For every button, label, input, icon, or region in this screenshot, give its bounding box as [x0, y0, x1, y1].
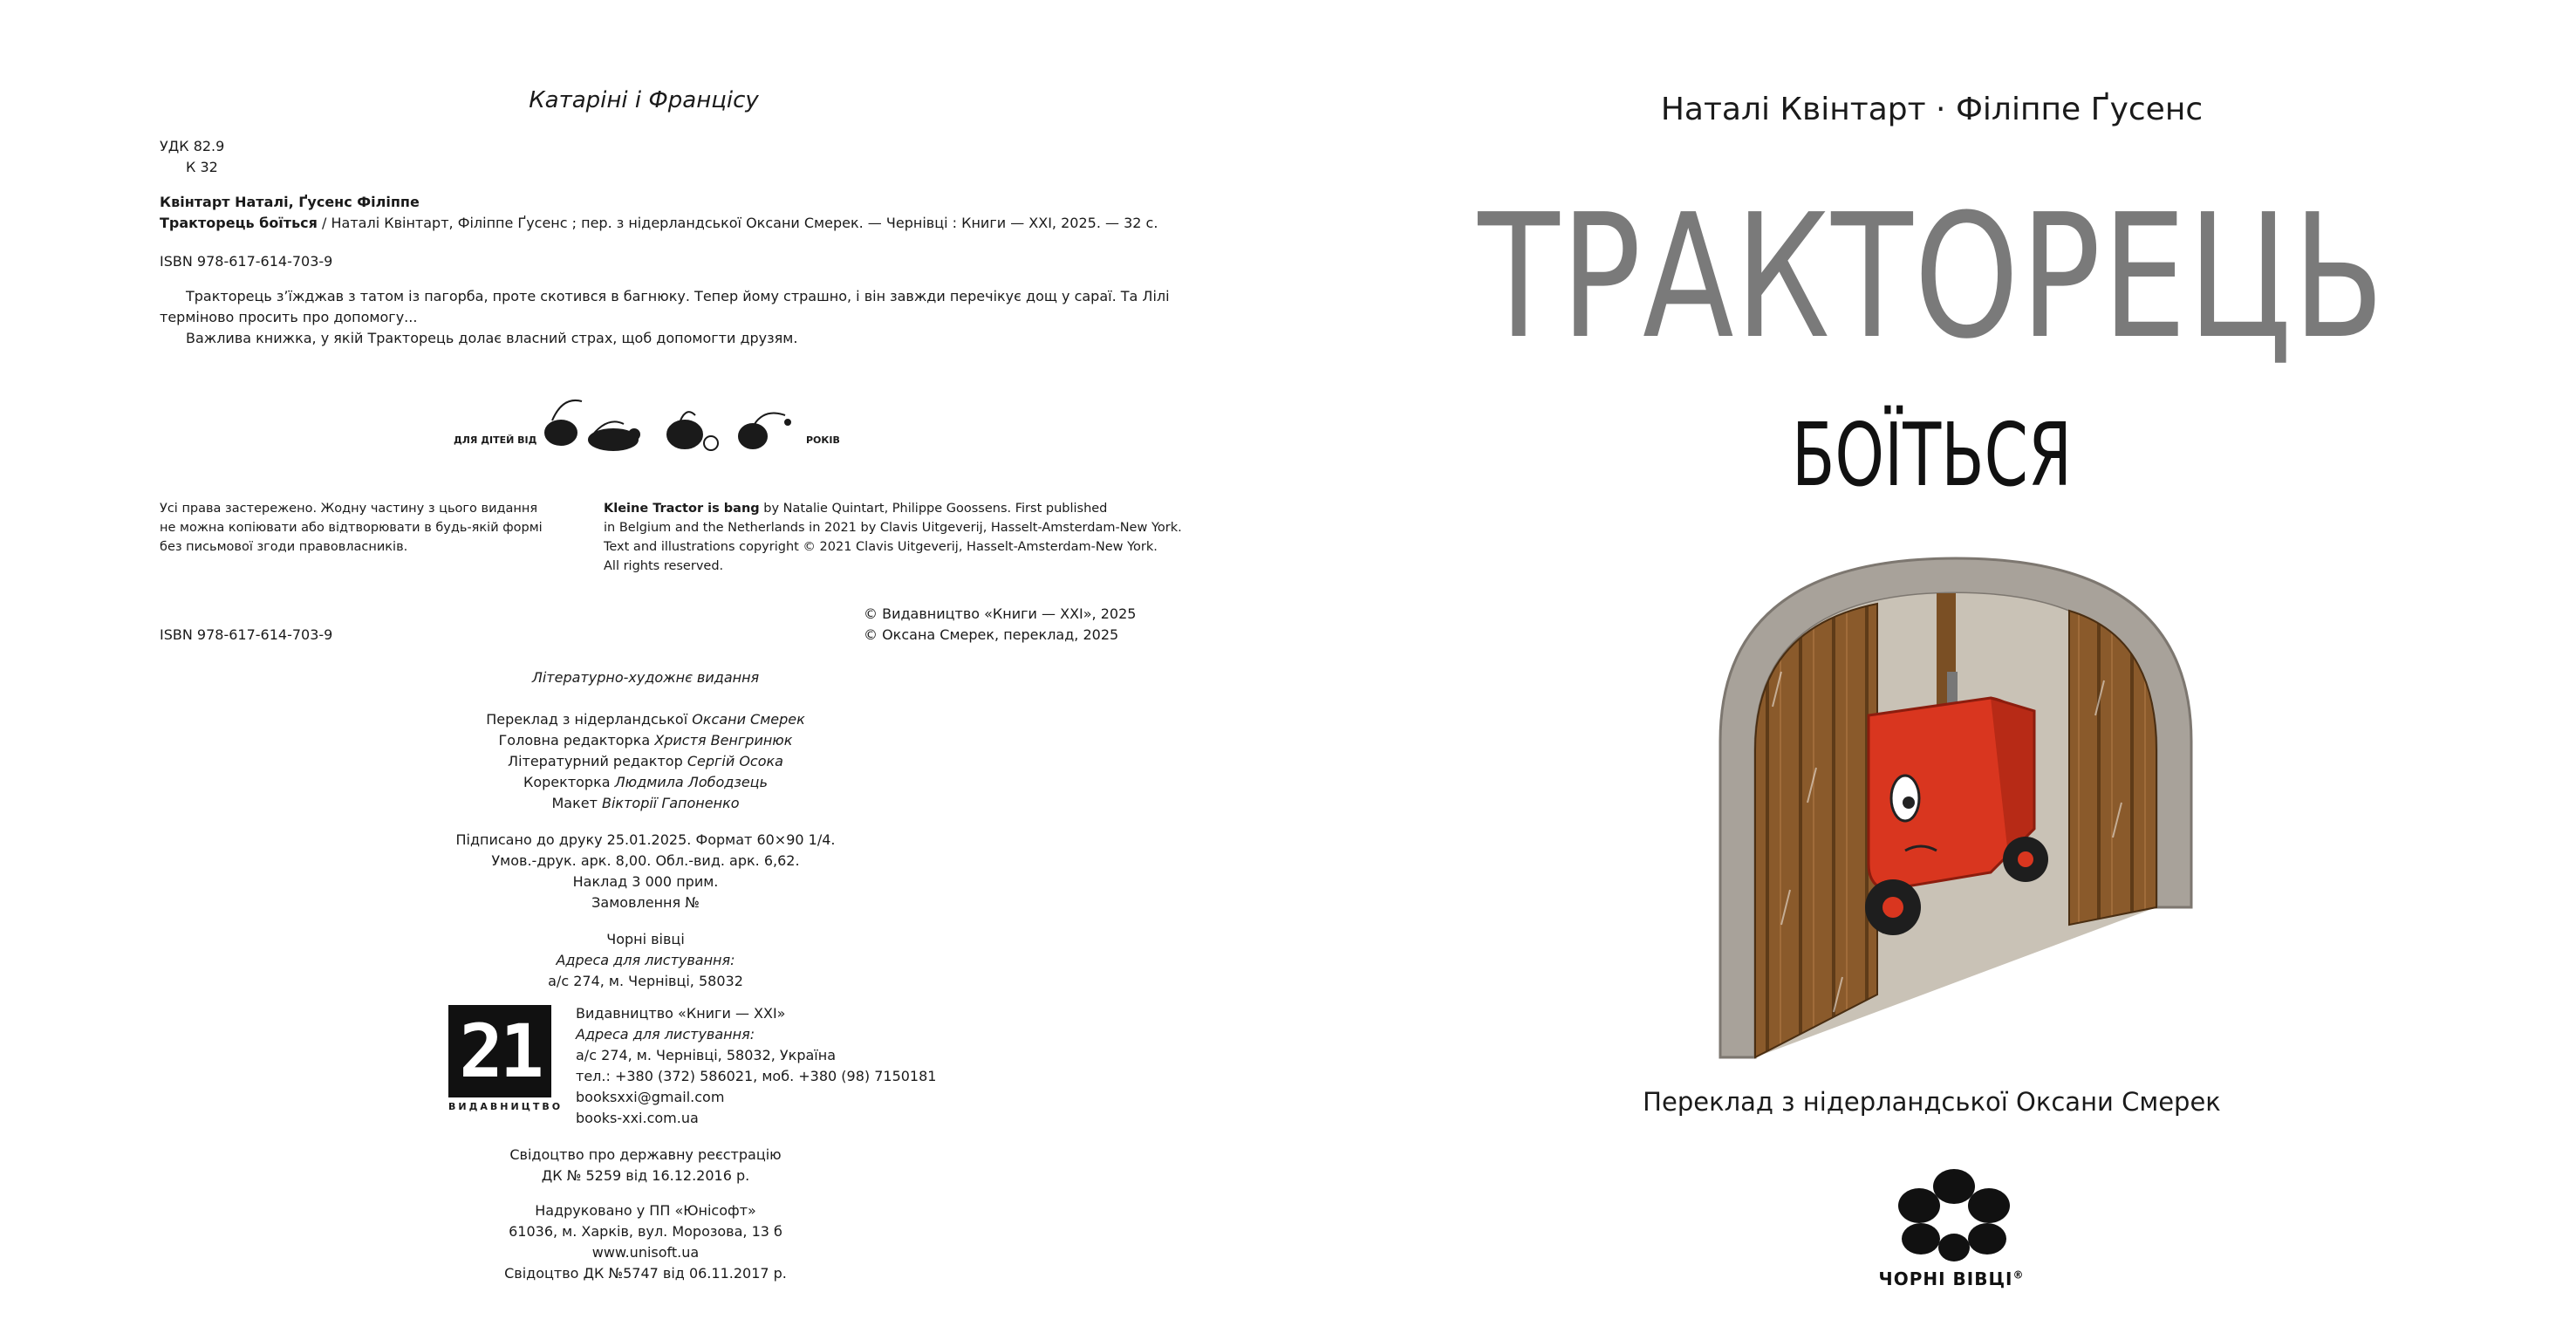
age-label-right: РОКІВ — [806, 434, 840, 446]
original-line: Text and illustrations copyright © 2021 Clavis Uitgeverij, Hasselt-Amsterdam-New York. — [604, 540, 1158, 554]
copyright-line: © Видавництво «Книги — ХХІ», 2025 — [864, 605, 1137, 622]
original-line-rest: by Natalie Quintart, Philippe Goossens. First published — [759, 502, 1108, 516]
publisher2-line: тел.: +380 (372) 586021, моб. +380 (98) 7150181 — [576, 1068, 937, 1084]
udk-code: УДК 82.9 — [160, 138, 225, 154]
sheep-doodles-icon — [536, 389, 803, 459]
publisher1-addr-label: Адреса для листування: — [556, 952, 735, 968]
print-line: Підписано до друку 25.01.2025. Формат 60×90 1/4. — [455, 831, 836, 848]
chorni-vivtsi-logo — [1877, 1160, 2026, 1309]
print-line: Умов.-друк. арк. 8,00. Обл.-вид. арк. 6,62. — [491, 852, 800, 869]
publisher2-email: booksxxi@gmail.com — [576, 1089, 725, 1105]
books-xxi-logo — [448, 1005, 564, 1117]
publisher2-name: Видавництво «Книги — ХХІ» — [576, 1005, 786, 1022]
bib-rest: / Наталі Квінтарт, Філіппе Ґусенс ; пер. з нідерландської Оксани Смерек. — Чернівці : Книги — ХХІ, 2025. — 32 с. — [317, 215, 1158, 231]
rights-statement — [160, 499, 543, 557]
title-main: ТРАКТОРЕЦЬ — [1478, 178, 2386, 377]
authors: Наталі Квінтарт · Філіппе Ґусенс — [1660, 92, 2204, 127]
original-line: All rights reserved. — [604, 559, 724, 573]
bibliographic-record — [160, 213, 1158, 234]
publisher1-name: Чорні вівці — [606, 931, 685, 947]
credit-line: Коректорка Людмила Лободзець — [523, 774, 768, 790]
annotation-line-3: Важлива книжка, у якій Тракторець долає власний страх, щоб допомогти друзям. — [186, 330, 798, 346]
title-page — [1288, 0, 2576, 1340]
rights-line: Усі права застережено. Жодну частину з цього видання — [160, 502, 538, 516]
print-line: Замовлення № — [591, 894, 700, 911]
tractor-barn-illustration — [1703, 541, 2209, 1064]
logo21-digits: 21 — [448, 1005, 551, 1097]
original-title: Kleine Tractor is bang — [604, 502, 760, 516]
rights-line: не можна копіювати або відтворювати в будь-якій формі — [160, 521, 543, 535]
annotation-line-2: терміново просить про допомогу... — [160, 309, 418, 325]
edition-type: Літературно-художнє видання — [531, 669, 760, 686]
rights-line: без письмової згоди правовласників. — [160, 540, 408, 554]
certificate-line: Свідоцтво про державну реєстрацію — [509, 1146, 782, 1163]
printer-line: 61036, м. Харків, вул. Морозова, 13 б — [509, 1223, 782, 1240]
publisher2-website: books-xxi.com.ua — [576, 1110, 699, 1126]
registered-mark: ® — [2012, 1268, 2025, 1282]
isbn-top: ISBN 978-617-614-703-9 — [160, 253, 333, 270]
copyright-line: © Оксана Смерек, переклад, 2025 — [864, 626, 1119, 643]
publisher-logo-text: ЧОРНІ ВІВЦІ® — [1878, 1268, 2025, 1289]
copyright-notices — [864, 604, 1136, 646]
certificate-line: ДК № 5259 від 16.12.2016 р. — [541, 1167, 750, 1184]
isbn-bottom: ISBN 978-617-614-703-9 — [160, 626, 333, 643]
logo21-caption: ВИДАВНИЦТВО — [448, 1101, 564, 1112]
left-barn-door — [1755, 604, 1877, 1057]
annotation-line-1: Тракторець з’їжджав з татом із пагорба, проте скотився в багнюку. Тепер йому страшно, і він завжди перечікує дощ у сараї. Та Лілі — [186, 288, 1170, 304]
black-sheep-flower-icon — [1884, 1160, 2024, 1265]
credit-line: Головна редакторка Христя Венгринюк — [498, 732, 793, 749]
original-line: in Belgium and the Netherlands in 2021 by Clavis Uitgeverij, Hasselt-Amsterdam-New York. — [604, 521, 1182, 535]
k-index: К 32 — [186, 159, 218, 175]
publisher1-addr: а/с 274, м. Чернівці, 58032 — [548, 973, 743, 989]
age-label-left: ДЛЯ ДІТЕЙ ВІД — [454, 434, 537, 446]
publisher2-addr-label: Адреса для листування: — [576, 1026, 755, 1043]
credit-line: Переклад з нідерландської Оксани Смерек — [486, 711, 805, 728]
imprint-block — [375, 667, 916, 992]
title-sub: БОЇТЬСЯ — [1792, 404, 2072, 506]
printer-line: Свідоцтво ДК №5747 від 06.11.2017 р. — [504, 1265, 787, 1282]
dedication: Катаріні і Францісу — [529, 87, 759, 113]
bib-title: Тракторець боїться — [160, 215, 318, 231]
certificate-block — [375, 1145, 916, 1284]
credit-line: Макет Вікторії Гапоненко — [551, 795, 740, 811]
original-edition-note — [604, 499, 1182, 576]
original-line — [604, 499, 1182, 518]
author-heading: Квінтарт Наталі, Ґусенс Філіппе — [160, 194, 420, 210]
print-line: Наклад 3 000 прим. — [572, 873, 719, 890]
age-rating-graphic — [454, 389, 846, 459]
publisher2-block — [576, 1003, 936, 1129]
translation-credit: Переклад з нідерландської Оксани Смерек — [1643, 1087, 2221, 1117]
printer-line: www.unisoft.ua — [591, 1244, 700, 1261]
publisher2-line: а/с 274, м. Чернівці, 58032, Україна — [576, 1047, 836, 1063]
printer-line: Надруковано у ПП «Юнісофт» — [535, 1202, 756, 1219]
credit-line: Літературний редактор Сергій Осока — [508, 753, 783, 769]
